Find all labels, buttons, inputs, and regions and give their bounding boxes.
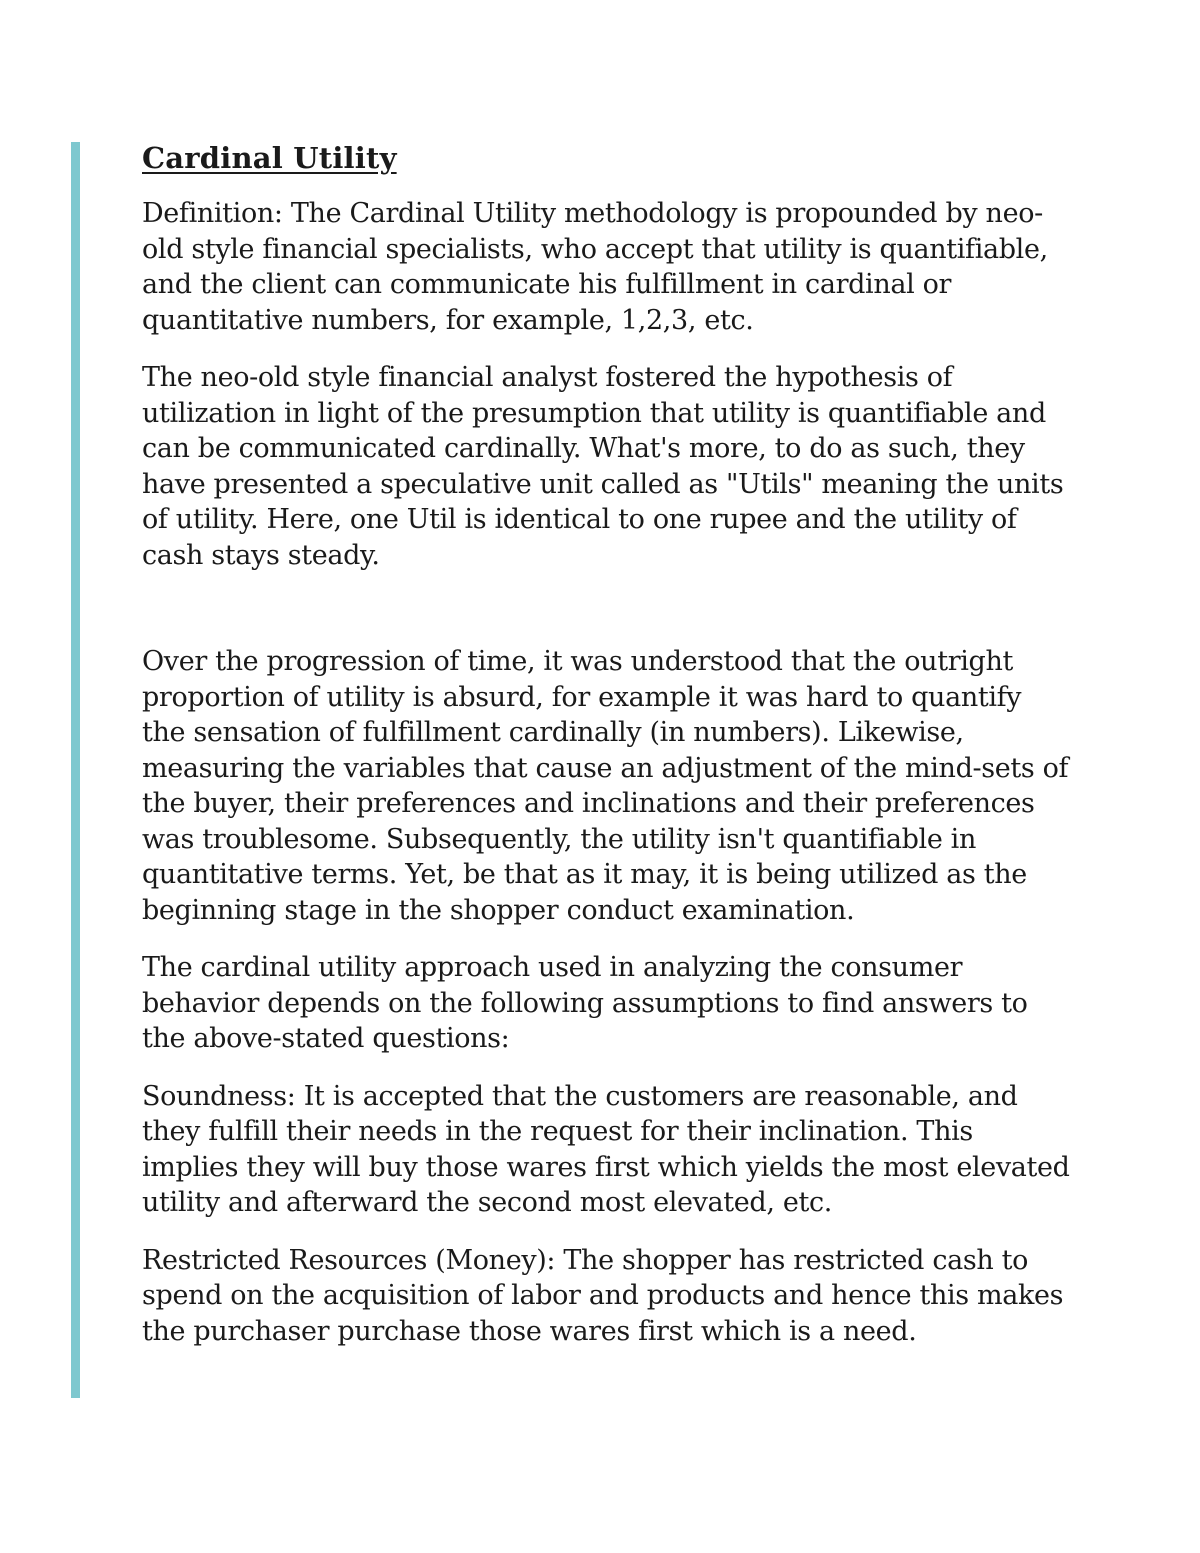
document-body [142,138,1072,1371]
paragraph-utils: The neo-old style financial analyst fostered the hypothesis of utilization in light of the presumption that utility is quantifiable and can be communicated cardinally. What's more, to do as such, they have presented a speculative unit called as "Utils" meaning the units of utility. Here, one Util is identical to one rupee and the utility of cash stays steady. [142,362,1064,571]
paragraph-soundness: Soundness: It is accepted that the customers are reasonable, and they fulfill their needs in the request for their inclination. This implies they will buy those wares first which yields the most elevated utility and afterward the second most elevated, etc. [142,1080,1070,1218]
document-title: Cardinal Utility [142,141,397,175]
paragraph-progression: Over the progression of time, it was understood that the outright proportion of utility is absurd, for example it was hard to quantify the sensation of fulfillment cardinally (in numbers). Likewise, measuring the variables that cause an adjustment of the mind-sets of the buyer, their preferences and inclinations and their preferences was troublesome. Subsequently, the utility isn't quantifiable in quantitative terms. Yet, be that as it may, it is being utilized as the beginning stage in the shopper conduct examination. [142,646,1069,926]
paragraph-definition: Definition: The Cardinal Utility methodology is propounded by neo-old style financial specialists, who accept that utility is quantifiable, and the client can communicate his fulfillment in cardinal or quantitative numbers, for example, 1,2,3, etc. [142,198,1048,336]
accent-bar [71,142,80,1398]
paragraph-restricted-resources: Restricted Resources (Money): The shopper has restricted cash to spend on the acquisition of labor and products and hence this makes the purchaser purchase those wares first which is a need. [142,1244,1064,1347]
paragraph-assumptions-intro: The cardinal utility approach used in analyzing the consumer behavior depends on the following assumptions to find answers to the above-stated questions: [142,952,1028,1054]
